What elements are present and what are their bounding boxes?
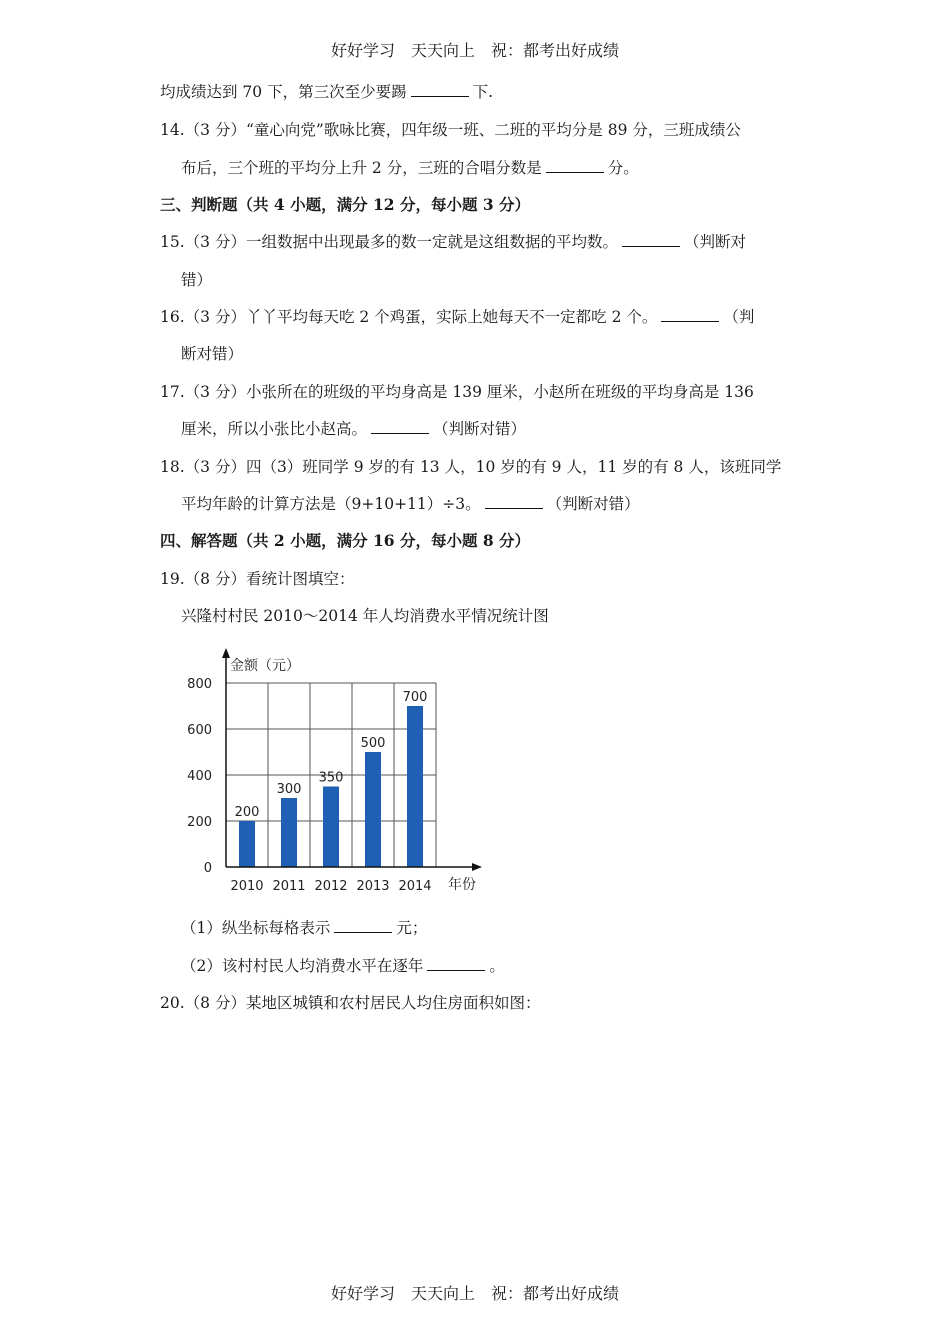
q14-line1: 14.（3 分）“童心向党”歌咏比赛，四年级一班、二班的平均分是 89 分，三班成绩公 xyxy=(160,121,741,139)
section-4-title: 四、解答题（共 2 小题，满分 16 分，每小题 8 分） xyxy=(160,531,531,550)
chart-title: 兴隆村村民 2010～2014 年人均消费水平情况统计图 xyxy=(181,607,549,625)
consumption-bar-chart xyxy=(170,640,500,910)
q16-answer-blank[interactable] xyxy=(661,307,719,322)
x-tick-2012: 2012 xyxy=(314,879,348,894)
q16-line1 xyxy=(160,305,754,327)
q13-text-a: 均成绩达到 70 下，第三次至少要踢 xyxy=(160,83,407,101)
q14-answer-blank[interactable] xyxy=(546,158,604,173)
q15-line1 xyxy=(160,230,746,252)
y-tick-800: 800 xyxy=(187,677,212,692)
q19-1-text-b: 元； xyxy=(396,919,428,937)
section-3-title: 三、判断题（共 4 小题，满分 12 分，每小题 3 分） xyxy=(160,195,531,214)
q14-text-b1: 布后，三个班的平均分上升 2 分，三班的合唱分数是 xyxy=(181,159,542,177)
q13-continuation xyxy=(160,80,493,102)
y-tick-600: 600 xyxy=(187,723,212,738)
q13-answer-blank[interactable] xyxy=(411,82,469,97)
y-tick-200: 200 xyxy=(187,815,212,830)
q18-text-b2: （判断对错） xyxy=(546,495,640,513)
data-label-2012: 350 xyxy=(318,770,344,786)
q17-line2 xyxy=(181,417,526,439)
q16-text-a1: 16.（3 分）丫丫平均每天吃 2 个鸡蛋，实际上她每天不一定都吃 2 个。 xyxy=(160,308,658,326)
q19-part2 xyxy=(181,954,505,976)
page-header: 好好学习 天天向上 祝：都考出好成绩 xyxy=(330,41,619,60)
q19-part1 xyxy=(181,916,427,938)
q17-text-b1: 厘米，所以小张比小赵高。 xyxy=(181,420,368,438)
q19-2-text-b: 。 xyxy=(489,957,505,975)
bar-2014 xyxy=(407,706,423,867)
q15-line2: 错） xyxy=(181,271,213,289)
data-label-2014: 700 xyxy=(402,690,428,705)
q18-text-b1: 平均年龄的计算方法是（9+10+11）÷3。 xyxy=(181,495,481,513)
data-label-2011: 300 xyxy=(276,782,302,797)
q17-text-b2: （判断对错） xyxy=(433,420,527,438)
q19-1-text-a: （1）纵坐标每格表示 xyxy=(181,919,331,937)
q17-answer-blank[interactable] xyxy=(371,419,429,434)
q16-text-a2: （判 xyxy=(723,308,755,326)
x-tick-2013: 2013 xyxy=(356,879,390,894)
q15-answer-blank[interactable] xyxy=(622,232,680,247)
q19-1-answer-blank[interactable] xyxy=(334,918,392,933)
x-axis-arrow xyxy=(472,863,482,871)
x-tick-2014: 2014 xyxy=(398,879,432,894)
q16-line2: 断对错） xyxy=(181,345,244,363)
data-label-2013: 500 xyxy=(360,736,386,751)
q15-text-a2: （判断对 xyxy=(683,233,746,251)
q17-line1: 17.（3 分）小张所在的班级的平均身高是 139 厘米，小赵所在班级的平均身高是 136 xyxy=(160,383,754,401)
q19-2-text-a: （2）该村村民人均消费水平在逐年 xyxy=(181,957,424,975)
bar-2011 xyxy=(281,798,297,867)
q19-2-answer-blank[interactable] xyxy=(427,956,485,971)
q18-answer-blank[interactable] xyxy=(485,494,543,509)
q18-line2 xyxy=(181,492,640,514)
y-axis-arrow xyxy=(222,648,230,658)
y-tick-0: 0 xyxy=(203,861,212,876)
y-tick-400: 400 xyxy=(187,769,212,784)
q15-text-a1: 15.（3 分）一组数据中出现最多的数一定就是这组数据的平均数。 xyxy=(160,233,618,251)
q14-line2 xyxy=(181,156,639,178)
x-tick-2010: 2010 xyxy=(230,879,264,894)
data-label-2010: 200 xyxy=(234,805,260,820)
bar-2010 xyxy=(239,821,255,867)
q14-text-b2: 分。 xyxy=(607,159,639,177)
y-axis-title: 金额（元） xyxy=(230,658,300,674)
q19-title: 19.（8 分）看统计图填空： xyxy=(160,570,355,588)
q18-line1: 18.（3 分）四（3）班同学 9 岁的有 13 人，10 岁的有 9 人，11 岁的有 8 人，该班同学 xyxy=(160,458,782,476)
bar-2013 xyxy=(365,752,381,867)
x-tick-2011: 2011 xyxy=(272,879,306,894)
bar-2012 xyxy=(323,787,339,868)
q20-title: 20.（8 分）某地区城镇和农村居民人均住房面积如图： xyxy=(160,994,541,1012)
q13-text-b: 下. xyxy=(472,83,494,101)
x-axis-title: 年份 xyxy=(448,877,476,893)
page-footer: 好好学习 天天向上 祝：都考出好成绩 xyxy=(330,1284,619,1303)
